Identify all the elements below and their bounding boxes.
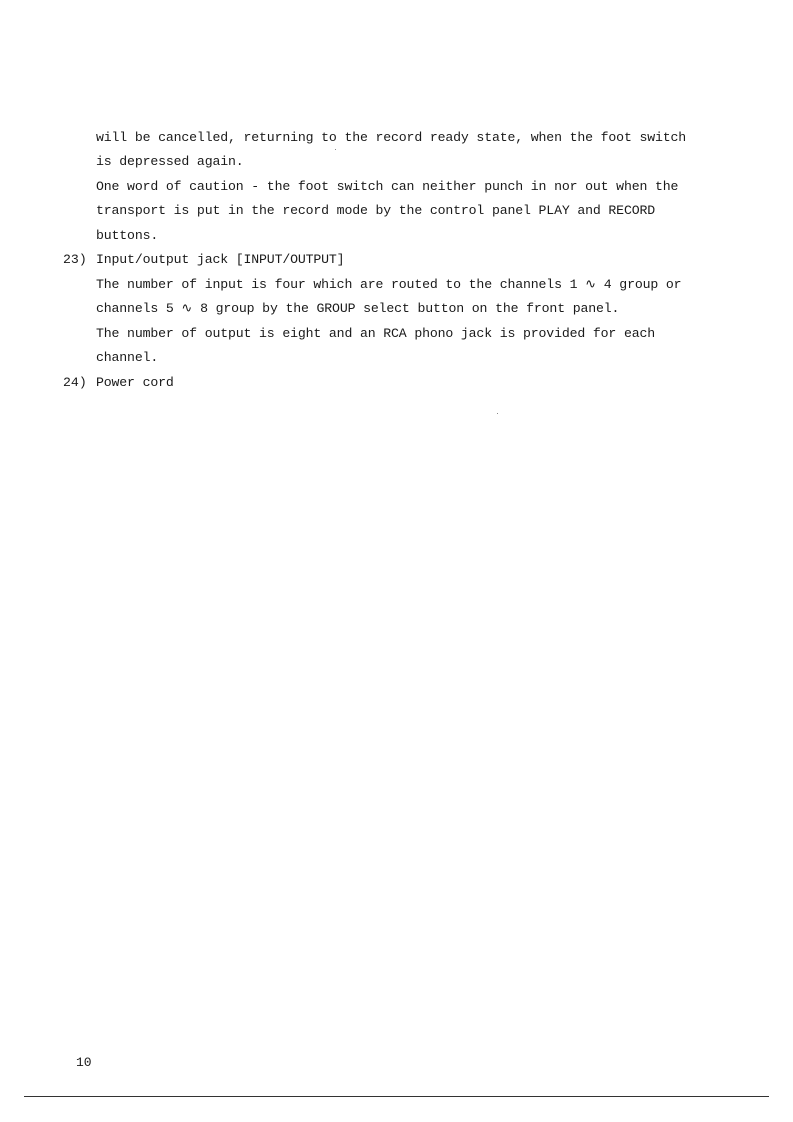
item-number: 23) xyxy=(63,252,87,267)
item-title: Input/output jack [INPUT/OUTPUT] xyxy=(96,252,345,267)
scan-speck xyxy=(497,413,498,414)
item-number: 24) xyxy=(63,375,87,390)
text-line: transport is put in the record mode by the control panel PLAY and RECORD xyxy=(96,203,655,218)
text-line: is depressed again. xyxy=(96,154,244,169)
scan-speck xyxy=(335,149,336,150)
text-line: channels 5 ∿ 8 group by the GROUP select button on the front panel. xyxy=(96,301,620,316)
text-line: The number of output is eight and an RCA phono jack is provided for each xyxy=(96,326,655,341)
text-line: channel. xyxy=(96,350,159,365)
text-line: buttons. xyxy=(96,228,159,243)
footer-rule xyxy=(24,1096,769,1097)
text-line: The number of input is four which are routed to the channels 1 ∿ 4 group or xyxy=(96,277,682,292)
text-line: One word of caution - the foot switch can neither punch in nor out when the xyxy=(96,179,679,194)
item-title: Power cord xyxy=(96,375,174,390)
text-line: will be cancelled, returning to the record ready state, when the foot switch xyxy=(96,130,687,145)
page-number: 10 xyxy=(76,1055,92,1070)
